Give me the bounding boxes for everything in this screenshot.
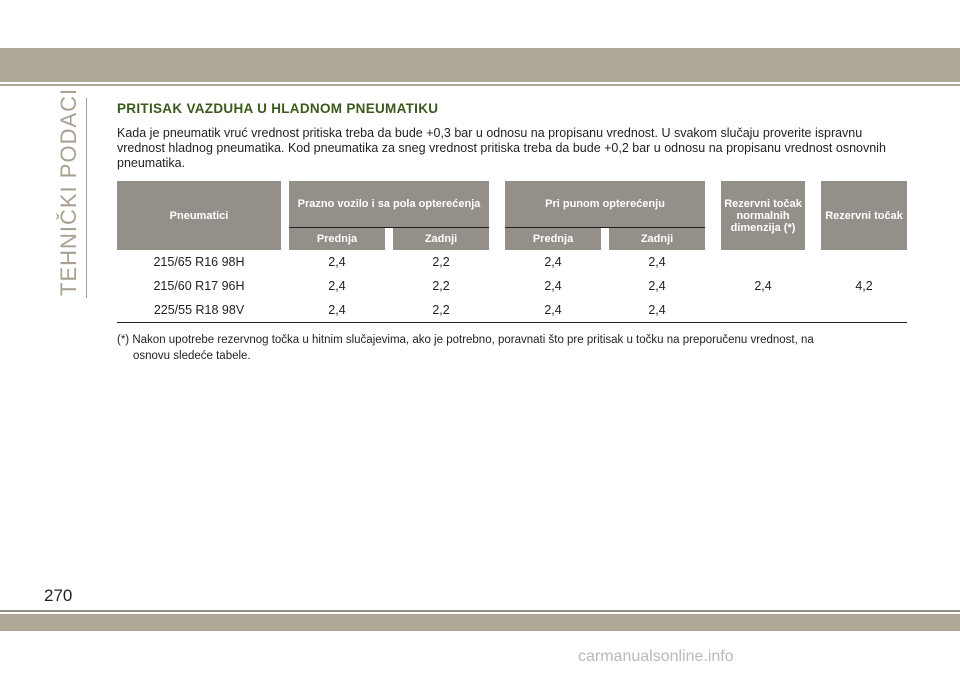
full-front-value: 2,4	[505, 298, 601, 323]
header-gap	[281, 181, 289, 250]
header-row-top	[117, 181, 907, 228]
table-row	[117, 250, 907, 274]
header-full-load: Pri punom opterećenju	[505, 181, 705, 228]
tire-size: 215/60 R17 96H	[153, 279, 245, 293]
empty-front-value: 2,4	[289, 298, 385, 323]
full-front-value: 2,4	[544, 279, 562, 293]
footnote-marker: (*)	[117, 334, 130, 346]
header-full-rear: Zadnji	[609, 228, 705, 251]
header-full-front: Prednja	[505, 228, 601, 251]
header-gap	[805, 181, 821, 250]
header-gap	[489, 181, 505, 250]
empty-rear-value: 2,2	[393, 298, 489, 323]
watermark: carmanualsonline.info	[578, 648, 734, 665]
page-number: 270	[44, 586, 73, 605]
footnote-text: Nakon upotrebe rezervnog točka u hitnim slučajevima, ako je potrebno, poravnati što pre pritisak u točku na preporučenu vrednost, na	[132, 334, 814, 346]
full-rear-value: 2,4	[648, 279, 666, 293]
header-tires: Pneumatici	[117, 181, 281, 250]
tire-size: 225/55 R18 98V	[117, 298, 281, 323]
bottom-band	[0, 614, 960, 631]
section-title: PRITISAK VAZDUHA U HLADNOM PNEUMATIKU	[117, 101, 439, 116]
spare-normal-value: 2,4	[721, 250, 805, 323]
footnote-text-continued: osnovu sledeće tabele.	[133, 350, 251, 362]
full-rear-value: 2,4	[609, 298, 705, 323]
empty-front-value: 2,4	[328, 255, 346, 269]
empty-front-value: 2,4	[328, 279, 346, 293]
tire-pressure-table	[117, 181, 907, 323]
header-spare: Rezervni točak	[821, 181, 907, 250]
empty-rear-value: 2,2	[432, 279, 450, 293]
full-front-value: 2,4	[544, 255, 562, 269]
top-band	[0, 48, 960, 82]
bottom-rule	[0, 610, 960, 612]
spare-value: 4,2	[821, 250, 907, 323]
tire-size: 215/65 R16 98H	[153, 255, 245, 269]
header-spare-normal: Rezervni točak normalnih dimenzija (*)	[721, 181, 805, 250]
empty-rear-value: 2,2	[432, 255, 450, 269]
header-empty-half-load: Prazno vozilo i sa pola opterećenja	[289, 181, 489, 228]
footnote	[117, 332, 907, 364]
header-gap	[385, 228, 393, 251]
side-section-title: TEHNIČKI PODACI	[56, 87, 81, 296]
intro-paragraph: Kada je pneumatik vruć vrednost pritiska treba da bude +0,3 bar u odnosu na propisanu vrednost. U svakom slučaju proverite ispravnu vrednost hladnog pneumatika. Kod pneumatika za sneg vrednost pritiska treba da bude +0,2 bar u odnosu na propisanu vrednost osnovnih pneumatika.	[117, 126, 886, 170]
header-empty-rear: Zadnji	[393, 228, 489, 251]
top-rule	[0, 84, 960, 86]
header-gap	[705, 181, 721, 250]
header-gap	[601, 228, 609, 251]
side-rule	[86, 98, 87, 298]
full-rear-value: 2,4	[648, 255, 666, 269]
header-empty-front: Prednja	[289, 228, 385, 251]
